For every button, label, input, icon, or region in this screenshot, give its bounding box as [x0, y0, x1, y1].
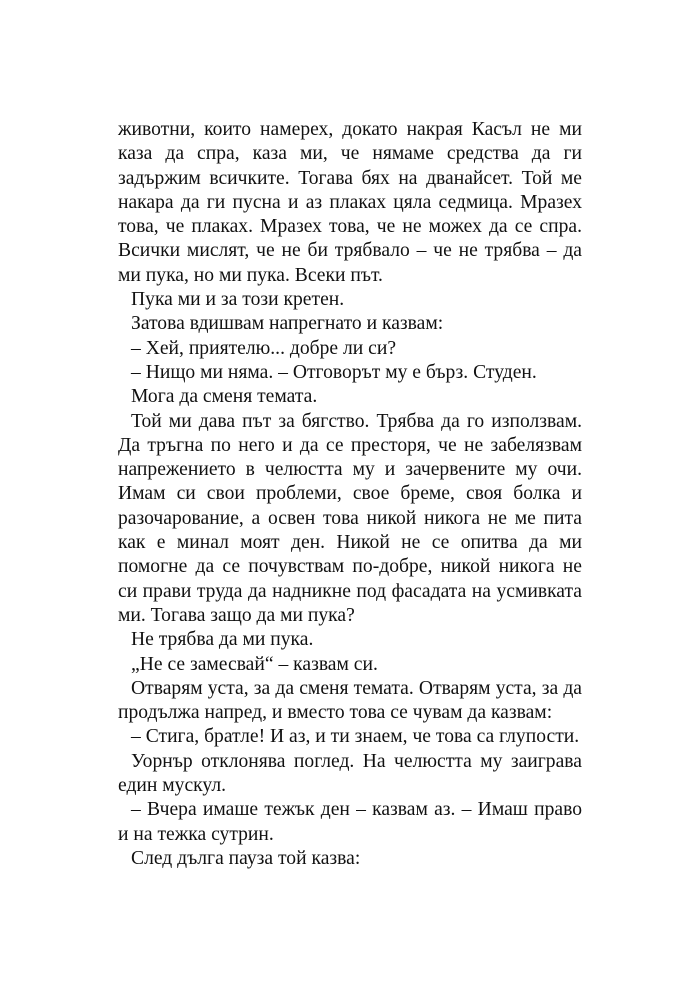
paragraph: – Стига, братле! И аз, и ти знаем, че това са глупости.	[131, 726, 580, 748]
paragraph: Уорнър отклонява поглед. На челюстта му заиграва един мускул.	[118, 750, 582, 797]
paragraph: – Нищо ми няма. – Отговорът му е бърз. Студен.	[131, 361, 537, 383]
paragraph: Мога да сменя темата.	[131, 386, 318, 408]
paragraph: – Хей, приятелю... добре ли си?	[131, 337, 397, 359]
paragraph: Той ми дава път за бягство. Трябва да го използвам. Да тръгна по него и да се престоря, че не забелязвам напрежението в челюстта му и зачервените му очи. Имам си свои проблеми, свое бреме, своя болка и разочарование, а освен това никой никога не ме пита как е минал моят ден. Никой не се опитва да ми помогне да се почувствам по-добре, никой никога не си прави труда да надникне под фасадата на усмивката ми. Тогава защо да ми пука?	[118, 410, 582, 626]
paragraph: Отварям уста, за да сменя темата. Отварям уста, за да продължа напред, и вместо това се чувам да казвам:	[118, 677, 582, 724]
paragraph: След дълга пауза той казва:	[131, 847, 361, 869]
paragraph: „Не се замесвай“ – казвам си.	[131, 653, 378, 675]
paragraph: Не трябва да ми пука.	[131, 629, 314, 651]
page-body	[118, 118, 582, 871]
paragraph: Затова вдишвам напрегнато и казвам:	[131, 313, 444, 335]
paragraph: животни, които намерех, докато накрая Касъл не ми каза да спра, каза ми, че нямаме средства да ги задържим всичките. Тогава бях на дванайсет. Той ме накара да ги пусна и аз плаках цяла седмица. Мразех това, че плаках. Мразех това, че не можех да се спра. Всички мислят, че не би трябвало – че не трябва – да ми пука, но ми пука. Всеки път.	[118, 119, 582, 286]
paragraph: – Вчера имаше тежък ден – казвам аз. – Имаш право и на тежка сутрин.	[118, 799, 582, 845]
paragraph: Пука ми и за този кретен.	[131, 289, 345, 311]
